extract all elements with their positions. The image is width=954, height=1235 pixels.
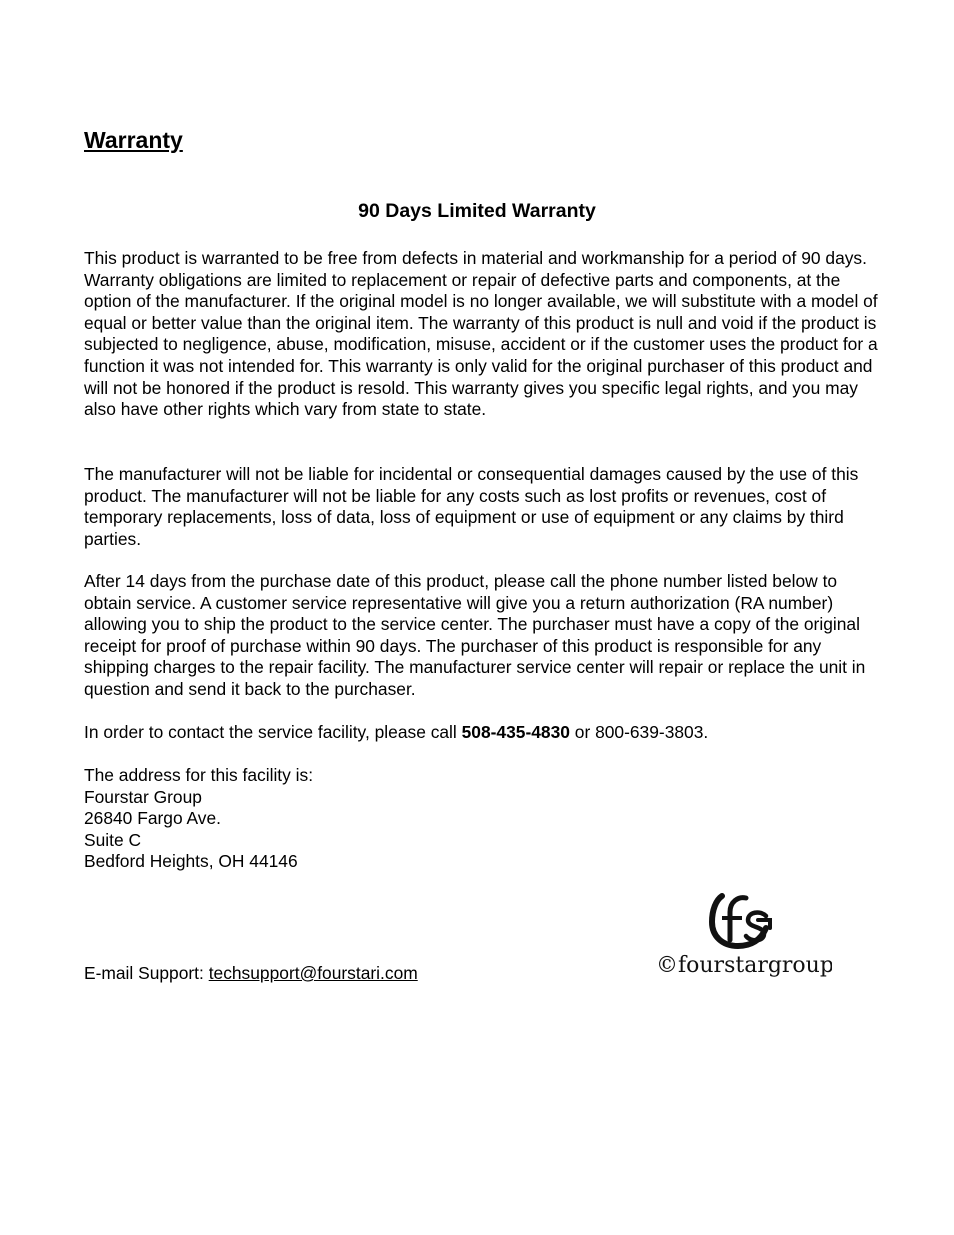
primary-phone: 508-435-4830 xyxy=(461,722,570,742)
logo-wordmark: ©fourstargroup xyxy=(656,953,832,978)
secondary-phone: 800-639-3803 xyxy=(595,722,704,742)
contact-suffix: . xyxy=(703,722,709,742)
fsg-monogram-icon xyxy=(712,896,770,946)
fourstargroup-logo xyxy=(646,880,832,980)
logo-graphic xyxy=(646,880,832,980)
address-suite: Suite C xyxy=(84,829,142,850)
facility-address xyxy=(84,765,884,873)
email-label: E-mail Support: xyxy=(84,963,209,983)
address-city: Bedford Heights, OH 44146 xyxy=(84,851,298,872)
contact-paragraph xyxy=(84,722,884,744)
contact-middle: or xyxy=(569,722,596,742)
liability-paragraph: The manufacturer will not be liable for incidental or consequential damages caused by the use of this product. The manufacturer will not be liable for any costs such as lost profits or revenues, cost of temporary replacements, loss of data, loss of equipment or use of equipment or any claims by third parties. xyxy=(84,464,859,549)
address-company: Fourstar Group xyxy=(84,786,202,807)
contact-prefix: In order to contact the service facility, please call xyxy=(84,722,462,742)
email-link[interactable]: techsupport@fourstari.com xyxy=(208,963,418,983)
warranty-terms-paragraph: This product is warranted to be free from defects in material and workmanship for a period of 90 days. Warranty obligations are limited to replacement or repair of defective parts and components, at the option of the manufacturer. If the original model is no longer available, we will substitute with a model of equal or better value than the original item. The warranty of this product is null and void if the product is subjected to negligence, abuse, modification, misuse, accident or if the customer uses the product for a function it was not intended for. This warranty is only valid for the original purchaser of this product and will not be honored if the product is resold. This warranty gives you specific legal rights, and you may also have other rights which vary from state to state. xyxy=(84,248,878,420)
address-street: 26840 Fargo Ave. xyxy=(84,808,221,829)
address-intro: The address for this facility is: xyxy=(84,765,314,785)
page-title: Warranty xyxy=(84,127,183,153)
service-paragraph: After 14 days from the purchase date of this product, please call the phone number listed below to obtain service. A customer service representative will give you a return authorization (RA number) allowing you to ship the product to the service center. The purchaser must have a copy of the original receipt for proof of purchase within 90 days. The purchaser of this product is responsible for any shipping charges to the repair facility. The manufacturer service center will repair or replace the unit in question and send it back to the purchaser. xyxy=(84,571,866,699)
warranty-subtitle: 90 Days Limited Warranty xyxy=(358,200,596,222)
